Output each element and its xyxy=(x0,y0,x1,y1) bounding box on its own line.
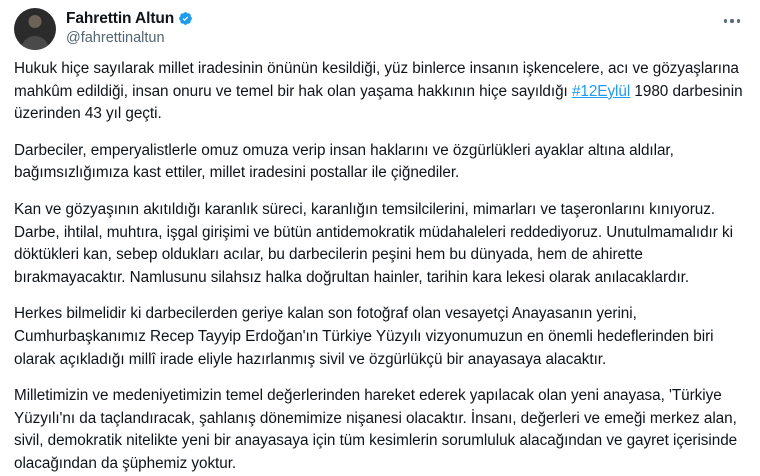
author-info xyxy=(66,8,708,47)
paragraph-text-before: Hukuk hiçe sayılarak millet iradesinin önünün kesildiği, yüz binlerce insanın işkencelere, acı ve gözyaşlarına mahkûm edildiği, insan onuru ve temel bir hak olan yaşama hakkının hiçe sayıldığı xyxy=(14,60,739,100)
tweet-paragraph xyxy=(14,58,746,126)
verified-badge-icon xyxy=(178,11,193,26)
tweet-paragraph: Milletimizin ve medeniyetimizin temel değerlerinden hareket ederek yapılacak olan yeni anayasa, 'Türkiye Yüzyılı'nı da taçlandıracak, şahlanış dönemimize nişanesi olacaktır. İnsanı, değerleri ve emeği merkez alan, sivil, demokratik nitelikte yeni bir anayasaya için tüm kesimlerin sorumluluk alacağından ve gayret içerisinde olacağından da şüphemiz yoktur. xyxy=(14,387,738,472)
author-name-row xyxy=(66,9,708,28)
tweet-paragraph: Kan ve gözyaşının akıtıldığı karanlık süreci, karanlığın temsilcilerini, mimarları ve taşeronlarını kınıyoruz. Darbe, ihtilal, muhtıra, işgal girişimi ve bütün antidemokratik müdahaleleri reddediyoruz. Unutulmamalıdır ki döktükleri kan, sebep oldukları acılar, bu darbecilerin peşini hem bu dünyada, hem de ahirette bırakmayacaktır. Namlusunu silahsız halka doğrultan hainler, tarihin kara lekesi olarak anılacaklardır. xyxy=(14,200,733,286)
tweet-paragraph: Herkes bilmelidir ki darbecilerden geriye kalan son fotoğraf olan vesayetçi Anayasanın yerini, Cumhurbaşkanımız Recep Tayyip Erdoğan'ın Türkiye Yüzyılı vizyonumuzun en önemli hedeflerinden biri olarak açıkladığı millî irade eliyle hazırlanmış sivil ve özgürlükçü bir anayasaya alacaktır. xyxy=(14,305,714,368)
tweet-paragraph: Darbeciler, emperyalistlerle omuz omuza verip insan haklarını ve özgürlükleri ayaklar altına aldılar, bağımsızlığımıza kast ettiler, millet iradesini postallar ile çiğnediler. xyxy=(14,141,674,182)
hashtag-link[interactable]: #12Eylül xyxy=(571,82,631,100)
author-display-name[interactable]: Fahrettin Altun xyxy=(66,10,175,27)
more-options-icon[interactable] xyxy=(718,10,746,32)
author-handle[interactable]: @fahrettinaltun xyxy=(66,30,165,46)
more-dot-3 xyxy=(737,19,740,22)
paragraph-text-after: 1980 darbesinin üzerinden 43 yıl geçti. xyxy=(14,82,743,123)
avatar-body-shape xyxy=(21,36,49,50)
avatar[interactable] xyxy=(14,8,56,50)
avatar-head-shape xyxy=(29,15,42,28)
tweet-text xyxy=(14,58,746,476)
more-dot-1 xyxy=(724,19,727,22)
more-dot-2 xyxy=(730,19,733,22)
tweet-header xyxy=(14,8,746,54)
